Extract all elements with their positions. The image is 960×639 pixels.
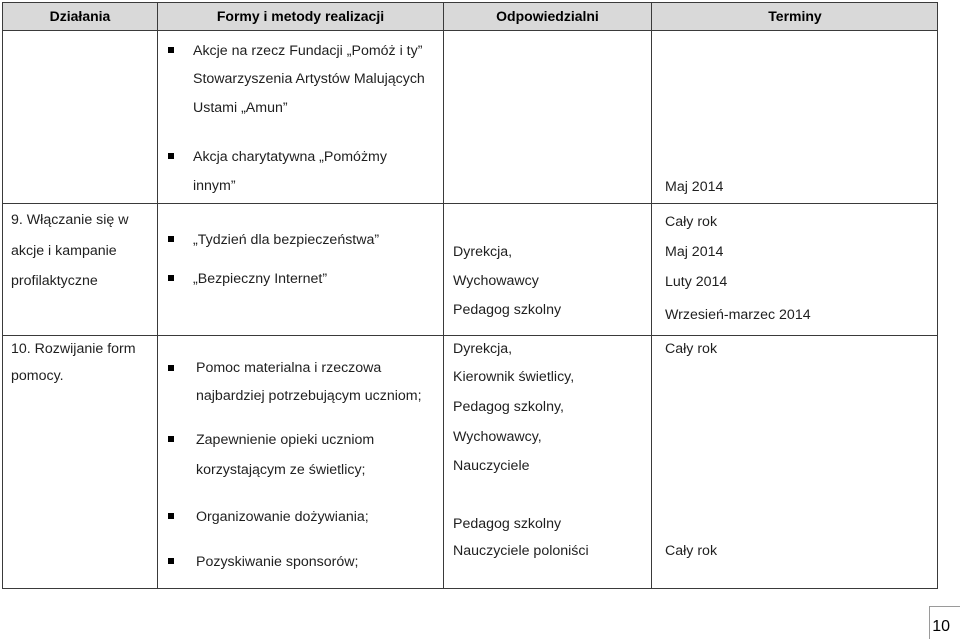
form-item: „Bezpieczny Internet”: [193, 271, 328, 287]
term-line: Cały rok: [665, 214, 718, 230]
header-actions: Działania: [49, 8, 111, 24]
header-responsible: Odpowiedzialni: [496, 8, 599, 24]
bullet-icon: [168, 558, 174, 564]
term-line: Wrzesień-marzec 2014: [665, 307, 811, 323]
form-item-line: innym”: [193, 178, 236, 194]
term-line: Cały rok: [665, 341, 718, 357]
form-item: „Tydzień dla bezpieczeństwa”: [193, 232, 380, 248]
column-divider: [651, 3, 652, 588]
column-divider: [443, 3, 444, 588]
responsible-line: Dyrekcja,: [453, 244, 513, 260]
action-line: pomocy.: [11, 368, 64, 384]
form-item: Organizowanie dożywiania;: [196, 509, 369, 525]
responsible-line: Nauczyciele: [453, 458, 530, 474]
action-line: 10. Rozwijanie form: [11, 341, 136, 357]
responsible-line: Pedagog szkolny: [453, 516, 562, 532]
bullet-icon: [168, 275, 174, 281]
column-divider: [157, 3, 158, 588]
responsible-line: Nauczyciele poloniści: [453, 543, 589, 559]
responsible-line: Pedagog szkolny,: [453, 399, 564, 415]
term-line: Cały rok: [665, 543, 718, 559]
term-line: Maj 2014: [665, 244, 724, 260]
responsible-line: Pedagog szkolny: [453, 302, 562, 318]
bullet-icon: [168, 513, 174, 519]
form-item-line: Ustami „Amun”: [193, 100, 288, 116]
form-item-line: korzystającym ze świetlicy;: [196, 462, 366, 478]
form-item-line: Akcje na rzecz Fundacji „Pomóż i ty”: [193, 43, 423, 59]
page-number: 10: [932, 618, 950, 635]
row-divider: [3, 203, 937, 204]
form-item: Pozyskiwanie sponsorów;: [196, 554, 359, 570]
form-item-line: Stowarzyszenia Artystów Malujących: [193, 71, 425, 87]
bullet-icon: [168, 365, 174, 371]
responsible-line: Wychowawcy: [453, 273, 539, 289]
responsible-line: Dyrekcja,: [453, 341, 513, 357]
header-forms: Formy i metody realizacji: [216, 8, 385, 24]
plan-table: [2, 2, 938, 589]
action-line: 9. Włączanie się w: [11, 212, 129, 228]
header-terms: Terminy: [768, 8, 822, 24]
form-item-line: Zapewnienie opieki uczniom: [196, 432, 375, 448]
form-item-line: Akcja charytatywna „Pomóżmy: [193, 149, 387, 165]
responsible-line: Wychowawcy,: [453, 429, 542, 445]
form-item-line: Pomoc materialna i rzeczowa: [196, 360, 382, 376]
action-line: profilaktyczne: [11, 273, 98, 289]
term-line: Luty 2014: [665, 274, 728, 290]
form-item-line: najbardziej potrzebującym uczniom;: [196, 388, 422, 404]
table-header-row: [3, 3, 937, 31]
row-divider: [3, 335, 937, 336]
bullet-icon: [168, 236, 174, 242]
bullet-icon: [168, 153, 174, 159]
bullet-icon: [168, 436, 174, 442]
bullet-icon: [168, 47, 174, 53]
action-line: akcje i kampanie: [11, 243, 117, 259]
responsible-line: Kierownik świetlicy,: [453, 369, 575, 385]
term-cell: Maj 2014: [665, 179, 724, 195]
